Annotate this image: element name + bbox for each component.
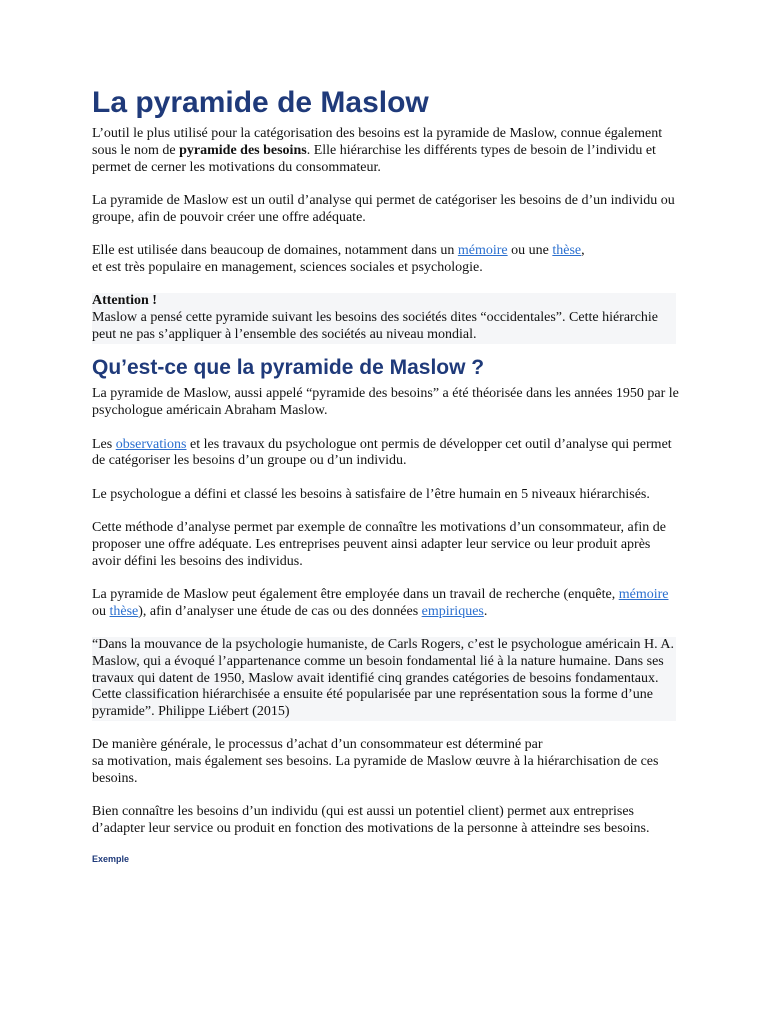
intro-p3-text-b: ou une (507, 242, 553, 258)
link-these-2[interactable]: thèse (109, 603, 139, 619)
section-p6-text-a: De manière générale, le processus d’achat d’un consommateur est déterminé par (92, 737, 543, 753)
section-p2-text-a: Les (92, 436, 116, 452)
intro-p3-text-a: Elle est utilisée dans beaucoup de domaines, notamment dans un (92, 242, 458, 258)
link-empiriques[interactable]: empiriques (421, 603, 484, 619)
intro-p1-text-a: L’outil le plus utilisé pour la catégorisation des besoins est la pyramide de Maslow, connue également sous le nom de (92, 126, 663, 158)
section-paragraph-4: Cette méthode d’analyse permet par exemple de connaître les motivations d’un consommateur, afin de proposer une offre adéquate. Les entreprises peuvent ainsi adapter leur service ou leur produit après avoir défini les besoins des individus. (92, 519, 667, 569)
link-memoire-2[interactable]: mémoire (618, 586, 669, 602)
section-paragraph-2 (92, 437, 682, 471)
section-p5-text-c: ), afin d’analyser une étude de cas ou des données (138, 603, 422, 619)
section-paragraph-3: Le psychologue a défini et classé les besoins à satisfaire de l’être humain en 5 niveaux hiérarchisés. (92, 486, 650, 502)
quote-text: “Dans la mouvance de la psychologie humaniste, de Carls Rogers, c’est le psychologue américain H. A. Maslow, qui a évoqué l’appartenance comme un besoin fondamental lié à la nature humaine. Dans ses travaux qui datent de 1950, Maslow avait identifié cinq grandes catégories de besoins fondamentaux. Cette classification hiérarchisée a ensuite été popularisée par une représentation sous la forme d’une pyramide”. Philippe Liébert (2015) (92, 636, 674, 720)
section-p5-text-a: La pyramide de Maslow peut également être employée dans un travail de recherche (enquête, (92, 586, 619, 602)
section-p2-text-b: et les travaux du psychologue ont permis de développer cet outil d’analyse qui permet de catégoriser les besoins d’un groupe ou d’un individu. (92, 436, 672, 469)
attention-text: Maslow a pensé cette pyramide suivant les besoins des sociétés dites “occidentales”. Cette hiérarchie peut ne pas s’appliquer à l’ensemble des sociétés au niveau mondial. (92, 309, 659, 342)
intro-paragraph-3 (92, 243, 682, 277)
link-observations[interactable]: observations (115, 436, 187, 452)
quote-box (92, 637, 676, 721)
attention-label: Attention ! (92, 293, 157, 309)
page-title: La pyramide de Maslow (92, 86, 429, 119)
intro-p3-text-c: , (581, 242, 585, 258)
intro-p1-text-b: . Elle hiérarchise les différents types de besoin de l’individu et permet de cerner les motivations du consommateur. (92, 142, 656, 175)
intro-paragraph-2: La pyramide de Maslow est un outil d’analyse qui permet de catégoriser les besoins de d’un individu ou groupe, afin de pouvoir créer une offre adéquate. (92, 192, 675, 225)
example-label: Exemple (92, 854, 130, 865)
section-p5-text-d: . (483, 603, 488, 619)
section-paragraph-1: La pyramide de Maslow, aussi appelé “pyramide des besoins” a été théorisée dans les années 1950 par le psychologue américain Abraham Maslow. (92, 386, 679, 419)
attention-box (92, 293, 676, 344)
section-p6-text-b: sa motivation, mais également ses besoins. La pyramide de Maslow œuvre à la hiérarchisation de ces besoins. (92, 754, 659, 787)
link-memoire[interactable]: mémoire (457, 242, 508, 258)
section-paragraph-6 (92, 737, 682, 787)
section-p5-text-b: ou (92, 603, 110, 619)
section-paragraph-7: Bien connaître les besoins d’un individu (qui est aussi un potentiel client) permet aux entreprises d’adapter leur service ou produit en fonction des motivations de la personne à atteindre ses besoins. (92, 804, 650, 837)
link-these[interactable]: thèse (552, 242, 582, 258)
intro-p1-bold: pyramide des besoins (179, 142, 307, 158)
intro-paragraph-1 (92, 126, 682, 176)
document-page (92, 84, 682, 864)
intro-p3-text-d: et est très populaire en management, sciences sociales et psychologie. (92, 259, 483, 275)
section-paragraph-5 (92, 587, 682, 621)
section-heading: Qu’est-ce que la pyramide de Maslow ? (92, 356, 485, 380)
